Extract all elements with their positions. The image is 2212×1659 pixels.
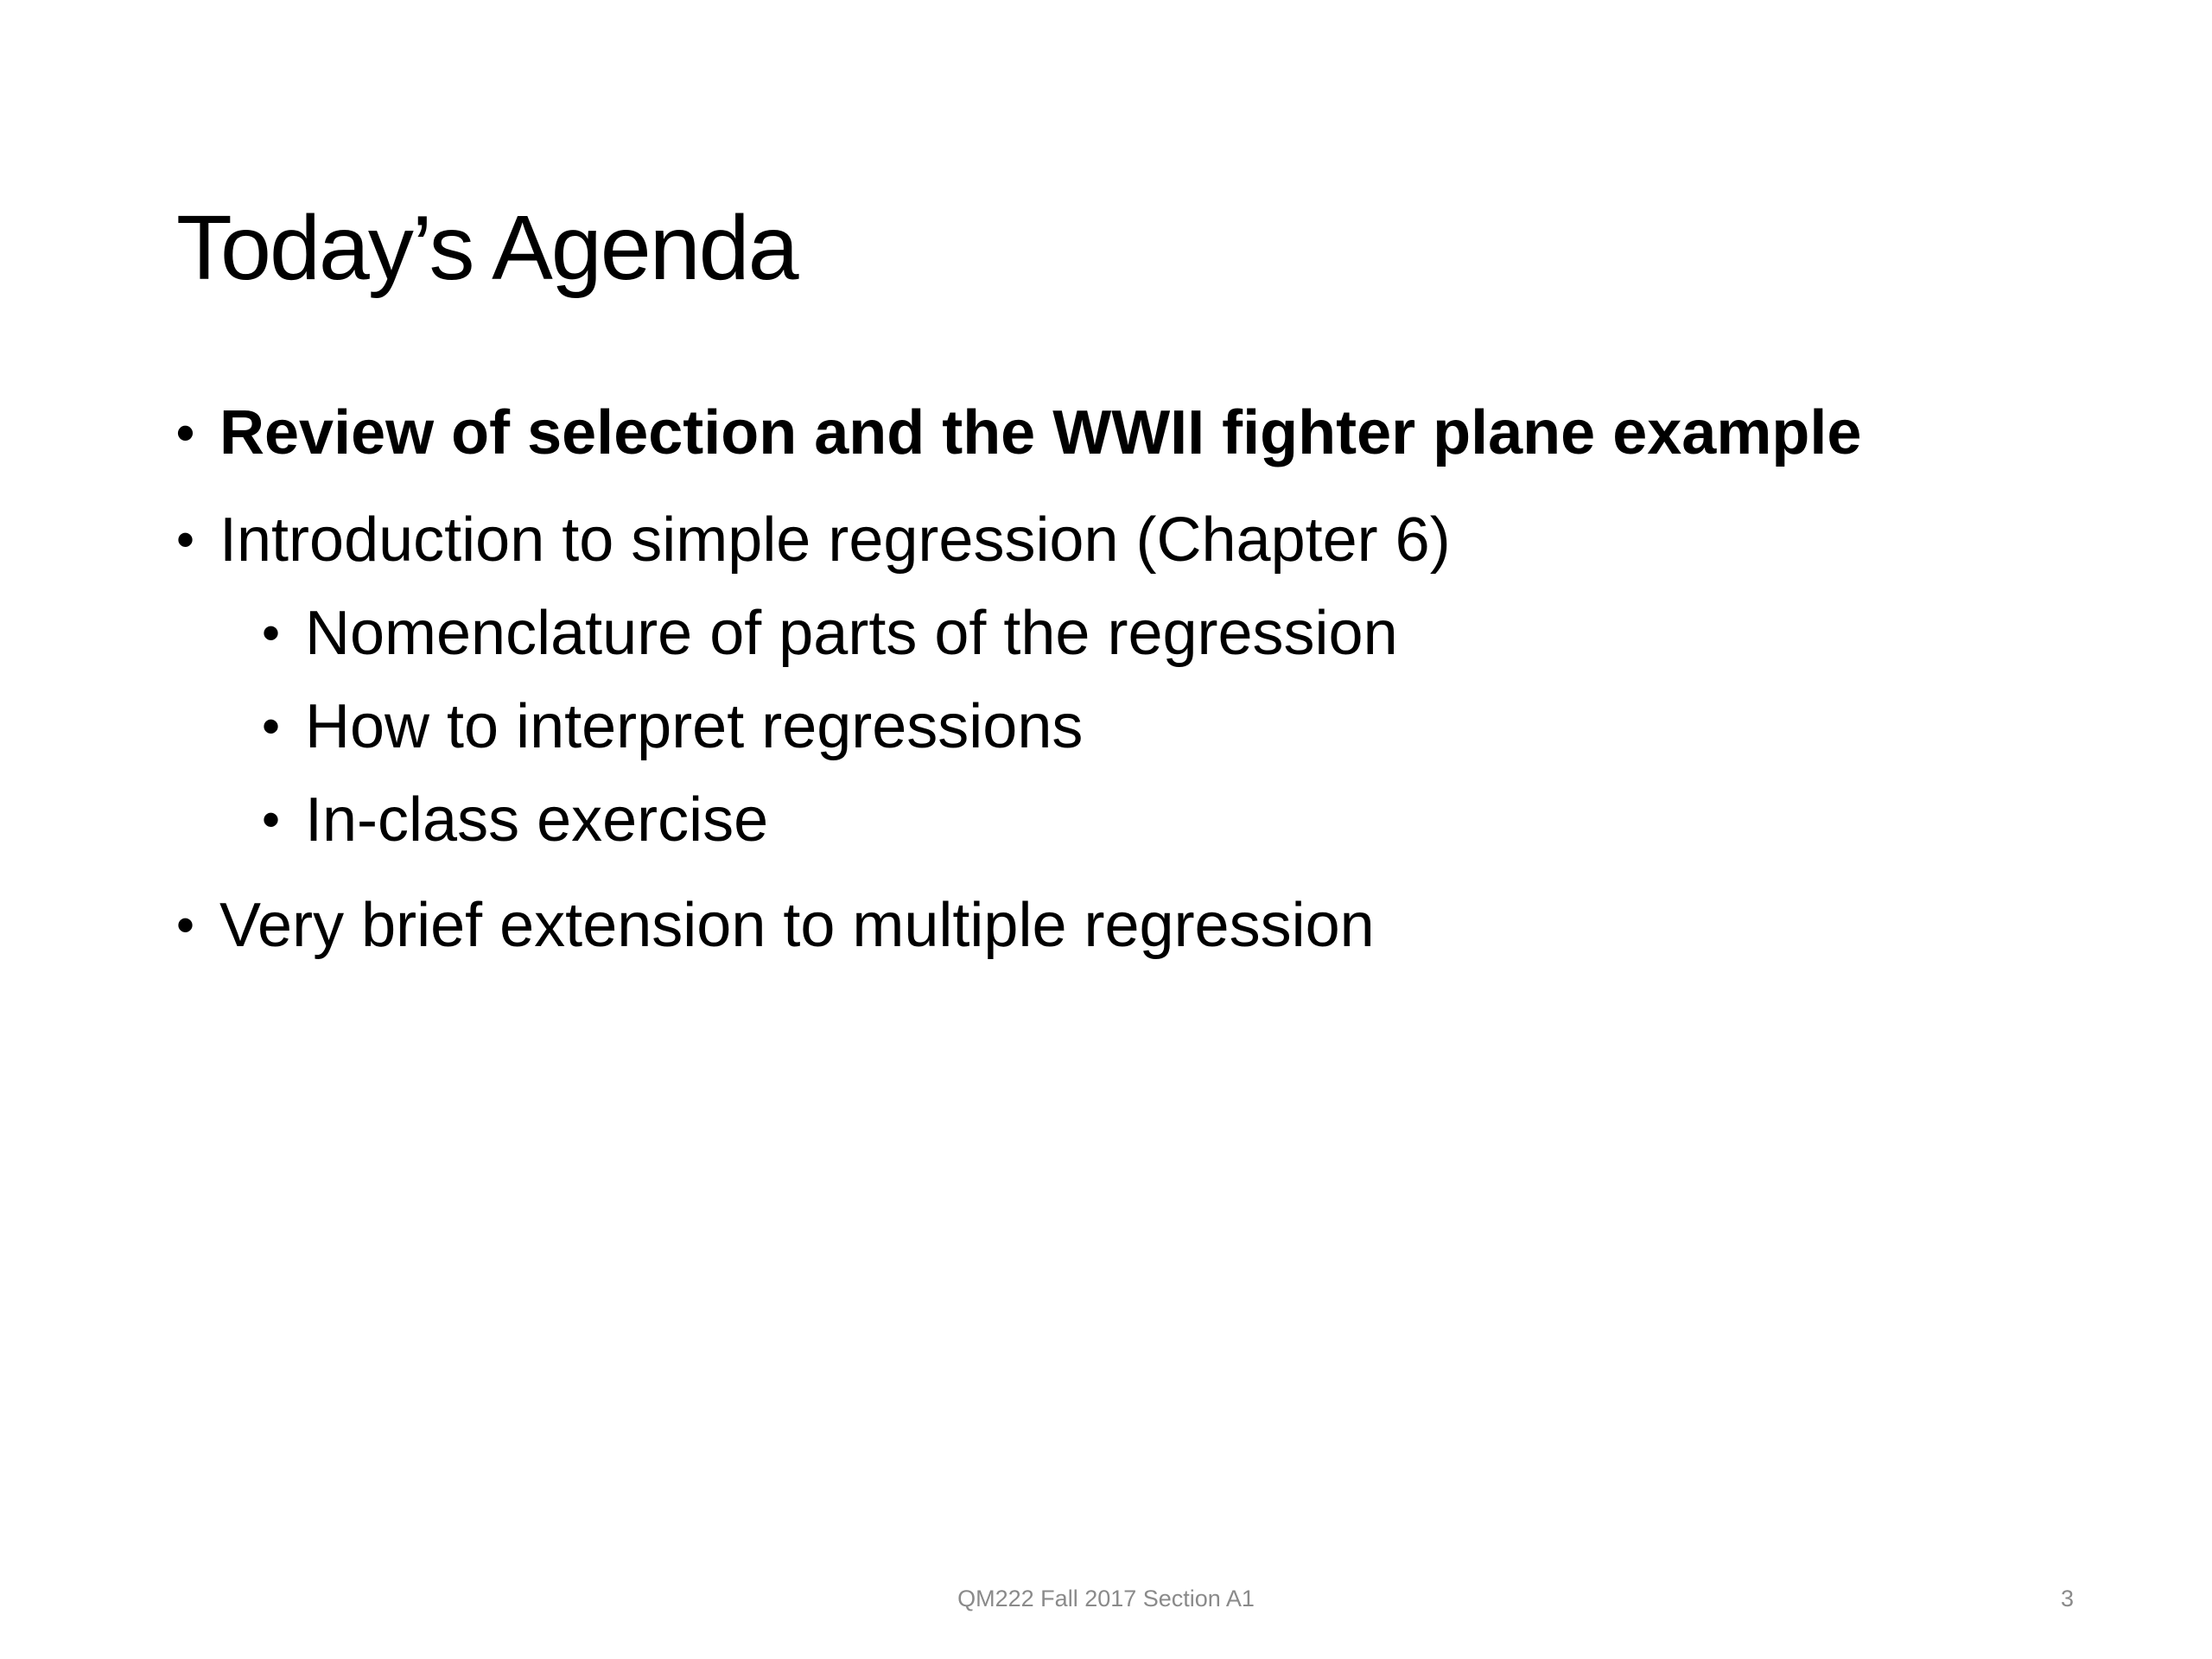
agenda-item-review (176, 394, 1861, 472)
slide-footer: QM222 Fall 2017 Section A1 (957, 1586, 1255, 1611)
agenda-subitem-interpret (262, 688, 1083, 766)
agenda-item-multiple-regression (176, 887, 1375, 964)
bullet-icon: • (262, 791, 281, 849)
agenda-item-text: In-class exercise (305, 785, 769, 855)
agenda-item-text: How to interpret regressions (305, 692, 1084, 761)
bullet-icon: • (176, 896, 195, 954)
agenda-item-text: Nomenclature of parts of the regression (305, 599, 1398, 668)
slide-number: 3 (2060, 1586, 2074, 1611)
agenda-item-text: Very brief extension to multiple regression (219, 891, 1375, 960)
agenda-item-text: Introduction to simple regression (Chapter 6) (219, 505, 1451, 575)
bullet-icon: • (262, 697, 281, 755)
slide-title: Today’s Agenda (176, 197, 798, 299)
agenda-subitem-nomenclature (262, 594, 1398, 672)
bullet-icon: • (176, 404, 195, 461)
agenda-subitem-exercise (262, 781, 768, 859)
agenda-item-intro-regression (176, 501, 1451, 579)
agenda-item-text: Review of selection and the WWII fighter plane example (219, 398, 1862, 467)
bullet-icon: • (176, 511, 195, 569)
bullet-icon: • (262, 604, 281, 662)
